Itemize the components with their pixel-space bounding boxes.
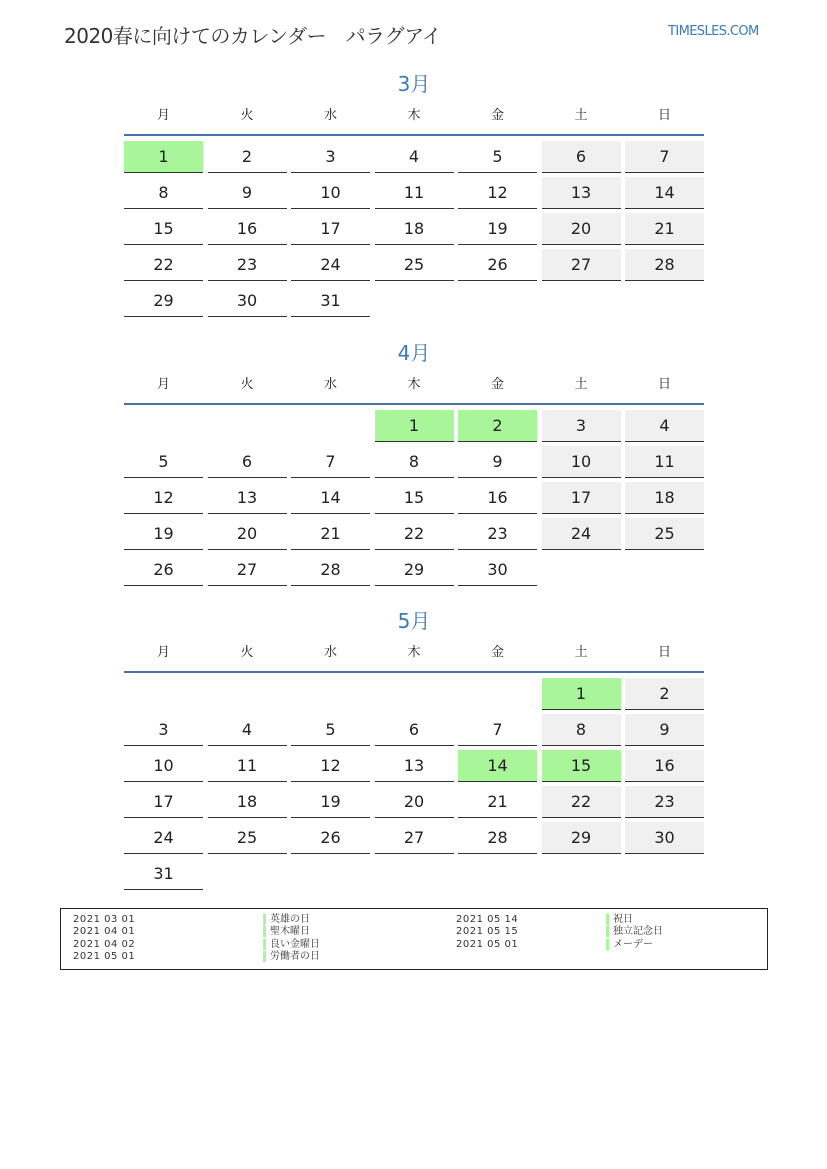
day-cell[interactable]: 20: [375, 786, 454, 818]
empty-day-cell: [542, 858, 621, 889]
weekday-label: 金: [490, 377, 504, 392]
day-cell[interactable]: 22: [542, 786, 621, 818]
week-row: [124, 518, 704, 554]
month-title: 3月: [397, 72, 431, 96]
week-row: [124, 410, 704, 446]
day-cell[interactable]: 19: [124, 518, 203, 550]
day-cell[interactable]: 30: [625, 822, 704, 854]
day-cell[interactable]: 18: [208, 786, 287, 818]
day-cell[interactable]: 25: [208, 822, 287, 854]
holiday-day-cell[interactable]: 14: [458, 750, 537, 782]
day-cell[interactable]: 3: [542, 410, 621, 442]
day-cell[interactable]: 13: [208, 482, 287, 514]
day-cell[interactable]: 8: [375, 446, 454, 478]
day-cell[interactable]: 25: [625, 518, 704, 550]
legend-dates-left: [73, 914, 135, 964]
month-block: [124, 339, 704, 590]
holiday-day-cell[interactable]: 1: [375, 410, 454, 442]
day-cell[interactable]: 28: [625, 249, 704, 281]
weekday-label: 土: [574, 377, 588, 392]
holiday-day-cell[interactable]: 2: [458, 410, 537, 442]
day-cell[interactable]: 20: [208, 518, 287, 550]
weekday-label: 火: [240, 377, 254, 392]
day-cell[interactable]: 17: [291, 213, 370, 245]
day-cell[interactable]: 20: [542, 213, 621, 245]
weekday-label: 水: [323, 645, 337, 660]
day-cell[interactable]: 16: [625, 750, 704, 782]
empty-day-cell: [625, 285, 704, 316]
legend-names-right: [606, 914, 663, 951]
day-cell[interactable]: 23: [208, 249, 287, 281]
day-cell[interactable]: 6: [542, 141, 621, 173]
day-cell[interactable]: 28: [458, 822, 537, 854]
legend-date: 2021 05 01: [456, 938, 519, 950]
empty-day-cell: [375, 678, 454, 709]
weeks-grid: [124, 141, 704, 321]
week-row: [124, 750, 704, 786]
weekday-label: 金: [490, 108, 504, 123]
empty-day-cell: [625, 858, 704, 889]
day-cell[interactable]: 23: [458, 518, 537, 550]
day-cell[interactable]: 22: [375, 518, 454, 550]
empty-day-cell: [291, 678, 370, 709]
week-row: [124, 822, 704, 858]
empty-day-cell: [542, 285, 621, 316]
header-divider: [124, 403, 704, 405]
week-row: [124, 482, 704, 518]
day-cell[interactable]: 10: [291, 177, 370, 209]
day-cell[interactable]: 11: [208, 750, 287, 782]
day-cell[interactable]: 9: [208, 177, 287, 209]
weekday-label: 金: [490, 645, 504, 660]
weekday-label: 木: [407, 108, 421, 123]
empty-day-cell: [458, 285, 537, 316]
page-title: 2020春に向けてのカレンダー パラグアイ: [64, 24, 442, 48]
empty-day-cell: [458, 678, 537, 709]
week-row: [124, 714, 704, 750]
month-block: [124, 607, 704, 894]
day-cell[interactable]: 2: [625, 678, 704, 710]
day-cell[interactable]: 29: [375, 554, 454, 586]
weeks-grid: [124, 678, 704, 894]
weekday-label: 日: [657, 108, 671, 123]
legend-date: 2021 05 01: [73, 951, 136, 963]
legend-date: 2021 05 15: [456, 926, 519, 938]
empty-day-cell: [625, 554, 704, 585]
day-cell[interactable]: 13: [375, 750, 454, 782]
day-cell[interactable]: 18: [625, 482, 704, 514]
week-row: [124, 249, 704, 285]
weekday-header: [124, 639, 704, 667]
day-cell[interactable]: 14: [291, 482, 370, 514]
legend-holiday-name: 祝日: [606, 914, 633, 925]
day-cell[interactable]: 26: [291, 822, 370, 854]
weekday-label: 木: [407, 377, 421, 392]
day-cell[interactable]: 5: [291, 714, 370, 746]
day-cell[interactable]: 27: [375, 822, 454, 854]
day-cell[interactable]: 25: [375, 249, 454, 281]
day-cell[interactable]: 26: [124, 554, 203, 586]
day-cell[interactable]: 15: [124, 213, 203, 245]
day-cell[interactable]: 19: [291, 786, 370, 818]
legend-holiday-name: 英雄の日: [263, 914, 310, 925]
day-cell[interactable]: 17: [124, 786, 203, 818]
week-row: [124, 177, 704, 213]
holiday-day-cell[interactable]: 1: [124, 141, 203, 173]
day-cell[interactable]: 27: [542, 249, 621, 281]
month-title: 5月: [397, 609, 431, 633]
empty-day-cell: [458, 858, 537, 889]
day-cell[interactable]: 31: [291, 285, 370, 317]
weekday-label: 月: [156, 108, 170, 123]
empty-day-cell: [124, 410, 203, 441]
empty-day-cell: [208, 858, 287, 889]
day-cell[interactable]: 12: [458, 177, 537, 209]
weekday-header: [124, 102, 704, 130]
header-divider: [124, 671, 704, 673]
day-cell[interactable]: 24: [124, 822, 203, 854]
weekday-label: 土: [574, 645, 588, 660]
day-cell[interactable]: 21: [458, 786, 537, 818]
weekday-label: 火: [240, 645, 254, 660]
holiday-day-cell[interactable]: 1: [542, 678, 621, 710]
day-cell[interactable]: 11: [375, 177, 454, 209]
day-cell[interactable]: 7: [458, 714, 537, 746]
month-block: [124, 70, 704, 321]
day-cell[interactable]: 14: [625, 177, 704, 209]
day-cell[interactable]: 3: [291, 141, 370, 173]
legend-date: 2021 04 02: [73, 938, 136, 950]
day-cell[interactable]: 27: [208, 554, 287, 586]
day-cell[interactable]: 12: [291, 750, 370, 782]
day-cell[interactable]: 7: [291, 446, 370, 478]
day-cell[interactable]: 4: [208, 714, 287, 746]
day-cell[interactable]: 22: [124, 249, 203, 281]
day-cell[interactable]: 18: [375, 213, 454, 245]
week-row: [124, 678, 704, 714]
week-row: [124, 446, 704, 482]
week-row: [124, 786, 704, 822]
legend-holiday-name: 独立記念日: [606, 926, 663, 937]
day-cell[interactable]: 10: [124, 750, 203, 782]
day-cell[interactable]: 16: [208, 213, 287, 245]
weekday-label: 日: [657, 645, 671, 660]
day-cell[interactable]: 23: [625, 786, 704, 818]
empty-day-cell: [542, 554, 621, 585]
legend-date: 2021 04 01: [73, 926, 136, 938]
legend-dates-right: [456, 914, 518, 951]
header-divider: [124, 134, 704, 136]
day-cell[interactable]: 6: [375, 714, 454, 746]
legend-holiday-name: 労働者の日: [263, 951, 320, 962]
empty-day-cell: [208, 410, 287, 441]
day-cell[interactable]: 3: [124, 714, 203, 746]
weekday-label: 火: [240, 108, 254, 123]
weekday-label: 日: [657, 377, 671, 392]
legend-holiday-name: 聖木曜日: [263, 926, 310, 937]
day-cell[interactable]: 12: [124, 482, 203, 514]
weekday-label: 月: [156, 645, 170, 660]
legend-holiday-name: メーデー: [606, 939, 653, 950]
day-cell[interactable]: 26: [458, 249, 537, 281]
empty-day-cell: [375, 858, 454, 889]
holiday-legend: [60, 908, 768, 970]
day-cell[interactable]: 24: [542, 518, 621, 550]
empty-day-cell: [208, 678, 287, 709]
day-cell[interactable]: 7: [625, 141, 704, 173]
weeks-grid: [124, 410, 704, 590]
day-cell[interactable]: 29: [124, 285, 203, 317]
empty-day-cell: [124, 678, 203, 709]
day-cell[interactable]: 16: [458, 482, 537, 514]
day-cell[interactable]: 9: [458, 446, 537, 478]
day-cell[interactable]: 5: [124, 446, 203, 478]
day-cell[interactable]: 13: [542, 177, 621, 209]
week-row: [124, 141, 704, 177]
day-cell[interactable]: 8: [542, 714, 621, 746]
day-cell[interactable]: 21: [625, 213, 704, 245]
day-cell[interactable]: 4: [375, 141, 454, 173]
day-cell[interactable]: 4: [625, 410, 704, 442]
month-title: 4月: [397, 341, 431, 365]
day-cell[interactable]: 11: [625, 446, 704, 478]
legend-holiday-name: 良い金曜日: [263, 939, 320, 950]
legend-names-left: [263, 914, 320, 964]
weekday-header: [124, 371, 704, 399]
week-row: [124, 858, 704, 894]
day-cell[interactable]: 8: [124, 177, 203, 209]
empty-day-cell: [291, 858, 370, 889]
day-cell[interactable]: 15: [375, 482, 454, 514]
weekday-label: 月: [156, 377, 170, 392]
legend-date: 2021 05 14: [456, 914, 519, 925]
weekday-label: 水: [323, 377, 337, 392]
day-cell[interactable]: 2: [208, 141, 287, 173]
empty-day-cell: [291, 410, 370, 441]
day-cell[interactable]: 30: [458, 554, 537, 586]
day-cell[interactable]: 31: [124, 858, 203, 890]
day-cell[interactable]: 30: [208, 285, 287, 317]
day-cell[interactable]: 10: [542, 446, 621, 478]
day-cell[interactable]: 29: [542, 822, 621, 854]
day-cell[interactable]: 9: [625, 714, 704, 746]
weekday-label: 水: [323, 108, 337, 123]
empty-day-cell: [375, 285, 454, 316]
week-row: [124, 213, 704, 249]
day-cell[interactable]: 21: [291, 518, 370, 550]
site-link[interactable]: TIMESLES.COM: [668, 24, 759, 39]
weekday-label: 木: [407, 645, 421, 660]
week-row: [124, 285, 704, 321]
day-cell[interactable]: 6: [208, 446, 287, 478]
day-cell[interactable]: 19: [458, 213, 537, 245]
weekday-label: 土: [574, 108, 588, 123]
holiday-day-cell[interactable]: 15: [542, 750, 621, 782]
legend-date: 2021 03 01: [73, 914, 136, 925]
day-cell[interactable]: 5: [458, 141, 537, 173]
week-row: [124, 554, 704, 590]
day-cell[interactable]: 24: [291, 249, 370, 281]
day-cell[interactable]: 28: [291, 554, 370, 586]
day-cell[interactable]: 17: [542, 482, 621, 514]
